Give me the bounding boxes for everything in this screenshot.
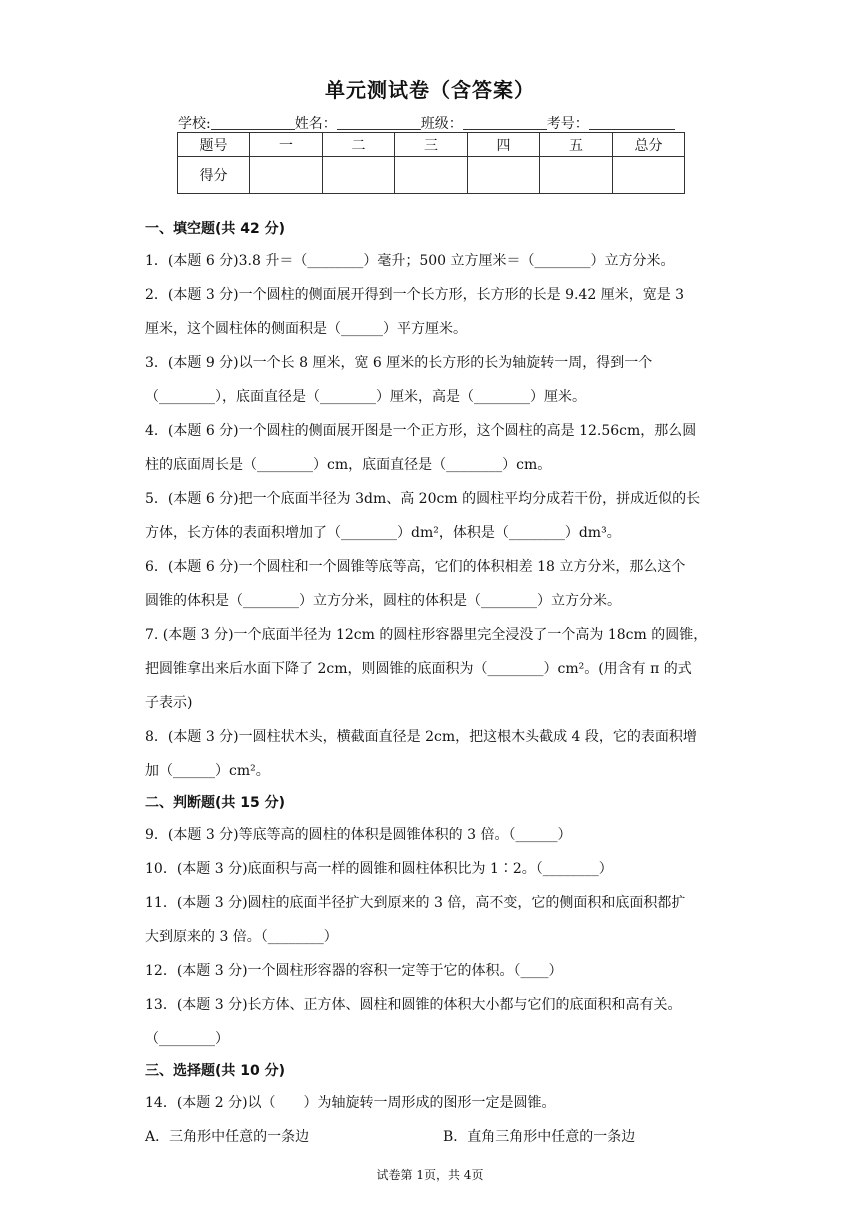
- score-header-cell: 五: [540, 133, 613, 157]
- score-cell[interactable]: [395, 157, 468, 194]
- question-line: 7. (本题 3 分)一个底面半径为 12cm 的圆柱形容器里完全浸没了一个高为 18cm 的圆锥，: [145, 627, 708, 643]
- question-line: 方体，长方体的表面积增加了（________）dm²，体积是（________）dm³。: [145, 525, 621, 541]
- question-line: 10．(本题 3 分)底面积与高一样的圆锥和圆柱体积比为 1∶2。（________）: [145, 861, 613, 877]
- question-line: 8．(本题 3 分)一圆柱状木头，横截面直径是 2cm，把这根木头截成 4 段，它的表面积增: [145, 729, 697, 745]
- score-cell[interactable]: [540, 157, 613, 194]
- question-line: 5．(本题 6 分)把一个底面半径为 3dm、高 20cm 的圆柱平均分成若干份，拼成近似的长: [145, 491, 701, 507]
- class-blank: [463, 114, 547, 130]
- id-label: 考号：: [546, 116, 589, 132]
- class-label: 班级：: [420, 116, 463, 132]
- option-a[interactable]: A．三角形中任意的一条边: [145, 1129, 310, 1145]
- score-table: [177, 132, 685, 194]
- question-line: 6．(本题 6 分)一个圆柱和一个圆锥等底等高，它们的体积相差 18 立方分米，那么这个: [145, 559, 686, 575]
- question-line: 13．(本题 3 分)长方体、正方体、圆柱和圆锥的体积大小都与它们的底面积和高有关。: [145, 997, 682, 1013]
- score-row-label: 得分: [178, 157, 250, 194]
- score-table-score-row: [178, 157, 685, 194]
- id-blank: [589, 114, 675, 130]
- page-title: 单元测试卷（含答案）: [325, 78, 535, 102]
- question-list: [145, 214, 717, 1154]
- question-line: 11．(本题 3 分)圆柱的底面半径扩大到原来的 3 倍，高不变，它的侧面积和底面积都扩: [145, 895, 686, 911]
- student-info-row: [178, 113, 683, 133]
- question-line: 1．(本题 6 分)3.8 升＝（________）毫升；500 立方厘米＝（________）立方分米。: [145, 253, 675, 269]
- question-line: 2．(本题 3 分)一个圆柱的侧面展开得到一个长方形，长方形的长是 9.42 厘米，宽是 3: [145, 287, 685, 303]
- score-cell[interactable]: [613, 157, 685, 194]
- score-cell[interactable]: [250, 157, 323, 194]
- name-label: 姓名：: [294, 116, 337, 132]
- option-b[interactable]: B．直角三角形中任意的一条边: [443, 1129, 636, 1145]
- question-line: 3．(本题 9 分)以一个长 8 厘米，宽 6 厘米的长方形的长为轴旋转一周，得到一个: [145, 355, 653, 371]
- answer-options: [145, 1120, 717, 1154]
- question-line: 大到原来的 3 倍。（________）: [145, 929, 338, 945]
- section-heading: 一、填空题(共 42 分): [145, 221, 286, 237]
- question-line: 圆锥的体积是（________）立方分米，圆柱的体积是（________）立方分米。: [145, 593, 621, 609]
- question-line: 加（______）cm²。: [145, 763, 270, 779]
- school-blank: [211, 114, 295, 130]
- page-footer: 试卷第 1页，共 4页: [376, 1168, 484, 1182]
- section-heading: 二、判断题(共 15 分): [145, 795, 286, 811]
- score-header-cell: 三: [395, 133, 468, 157]
- question-line: 把圆锥拿出来后水面下降了 2cm，则圆锥的底面积为（________）cm²。(用含有 π 的式: [145, 661, 692, 677]
- score-table-header-row: [178, 133, 685, 157]
- section-heading: 三、选择题(共 10 分): [145, 1063, 286, 1079]
- score-header-cell: 一: [250, 133, 323, 157]
- score-header-cell: 题号: [178, 133, 250, 157]
- question-line: 厘米，这个圆柱体的侧面积是（______）平方厘米。: [145, 321, 467, 337]
- name-blank: [337, 114, 421, 130]
- question-line: （________）: [145, 1031, 229, 1047]
- question-line: 子表示): [145, 695, 193, 711]
- question-line: 14．(本题 2 分)以（ ）为轴旋转一周形成的图形一定是圆锥。: [145, 1095, 556, 1111]
- question-line: 9．(本题 3 分)等底等高的圆柱的体积是圆锥体积的 3 倍。（______）: [145, 827, 572, 843]
- score-header-cell: 总分: [613, 133, 685, 157]
- question-line: 柱的底面周长是（________）cm，底面直径是（________）cm。: [145, 457, 552, 473]
- score-header-cell: 四: [468, 133, 540, 157]
- question-line: （________），底面直径是（________）厘米，高是（________）厘米。: [145, 389, 586, 405]
- question-line: 12．(本题 3 分)一个圆柱形容器的容积一定等于它的体积。（____）: [145, 963, 563, 979]
- score-cell[interactable]: [468, 157, 540, 194]
- score-cell[interactable]: [323, 157, 395, 194]
- score-header-cell: 二: [323, 133, 395, 157]
- question-line: 4．(本题 6 分)一个圆柱的侧面展开图是一个正方形，这个圆柱的高是 12.56cm，那么圆: [145, 423, 697, 439]
- school-label: 学校:: [178, 116, 211, 132]
